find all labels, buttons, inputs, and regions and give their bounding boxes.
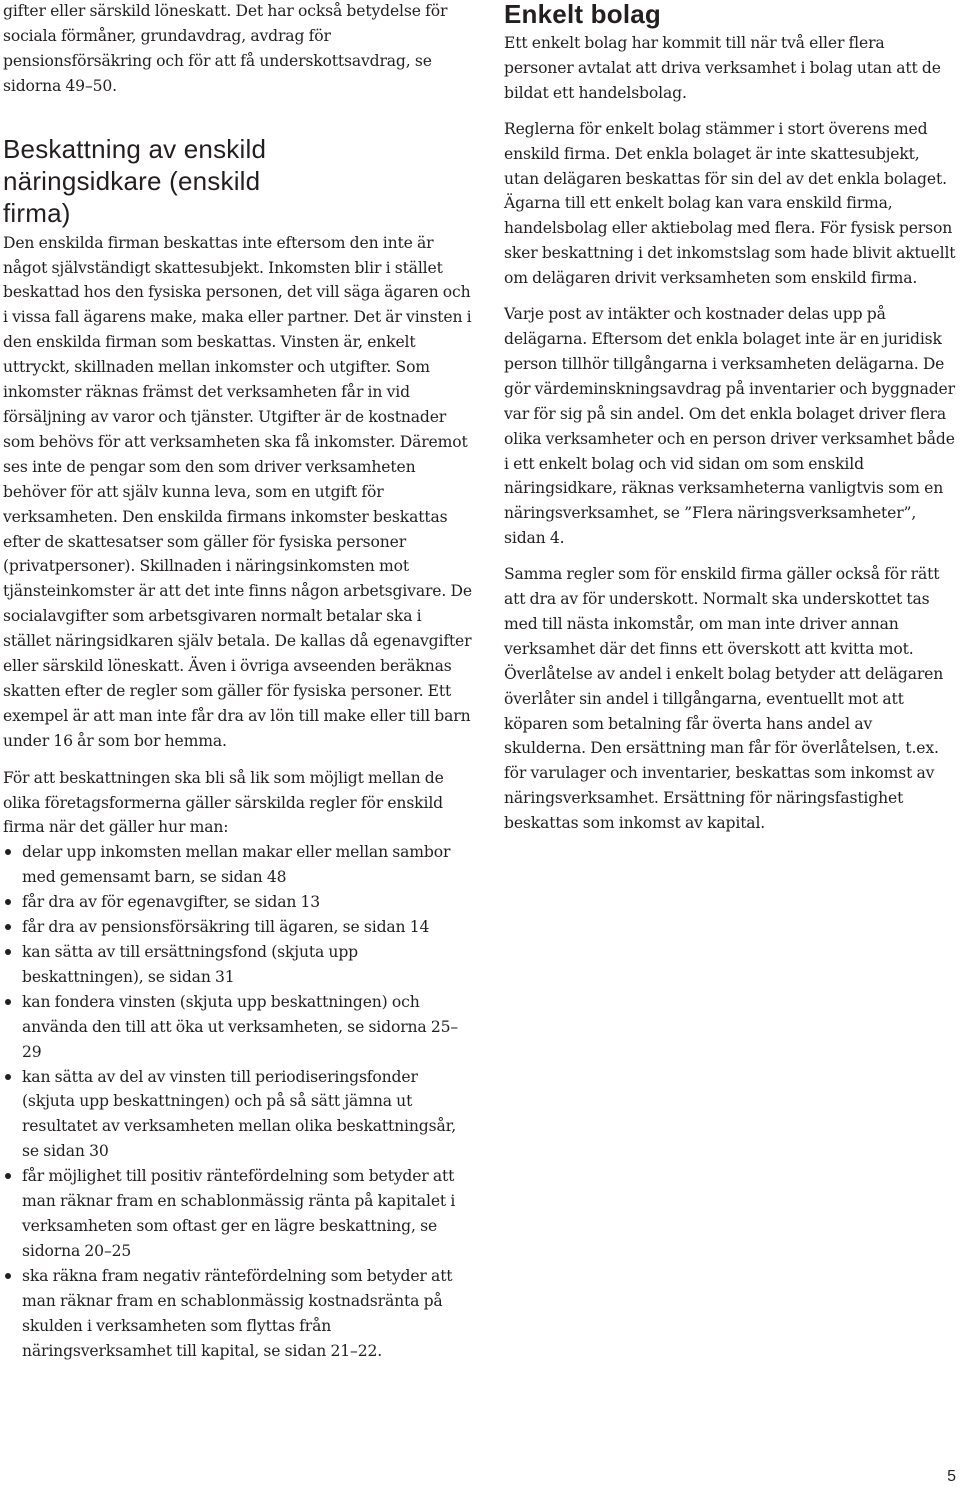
list-item: kan sätta av till ersättningsfond (skjuta upp beskattningen), se sidan 31: [3, 940, 473, 990]
right-paragraph-1: Ett enkelt bolag har kommit till när två eller flera personer avtalat att driva verksamhet i bolag utan att de bildat ett handelsbolag.: [504, 34, 941, 102]
rules-list: [3, 840, 473, 1363]
section-heading-enkelt-bolag: Enkelt bolag: [504, 0, 661, 29]
list-item: får dra av pensionsförsäkring till ägaren, se sidan 14: [3, 915, 473, 940]
section-heading-enskild: Beskattning av enskild näringsidkare (enskild firma): [3, 133, 267, 228]
list-item: kan sätta av del av vinsten till periodiseringsfonder (skjuta upp beskattningen) och på så sätt jämna ut resultatet av verksamheten mellan olika beskattningsår, se sidan 30: [3, 1065, 473, 1165]
right-paragraph-2: Reglerna för enkelt bolag stämmer i stort överens med enskild firma. Det enkla bolaget är inte skattesubjekt, utan delägaren beskattas för sin del av det enkla bolaget. Ägarna till ett enkelt bolag kan vara enskild firma, handelsbolag eller aktiebolag med flera. För fysisk person sker beskattning i det inkomstslag som hade blivit aktuellt om delägaren drivit verksamheten som enskild firma.: [504, 119, 956, 288]
page-number: 5: [947, 1468, 956, 1485]
right-paragraph-3: Varje post av intäkter och kostnader delas upp på delägarna. Eftersom det enkla bolaget inte är en juridisk person tillhör tillgångarna i verksamheten delägarna. De gör värdeminskningsavdrag på inventarier och byggnader var för sig på sin andel. Om det enkla bolaget driver flera olika verksamheter och en person driver verksamhet både i ett enkelt bolag och vid sidan om som enskild näringsidkare, räknas verksamheterna vanligtvis som en näringsverksamhet, se ”Flera näringsverksamheter”, sidan 4.: [504, 305, 955, 548]
list-item: får dra av för egenavgifter, se sidan 13: [3, 890, 473, 915]
list-item: kan fondera vinsten (skjuta upp beskattningen) och använda den till att öka ut verksamheten, se sidorna 25–29: [3, 990, 473, 1065]
column-divider: [481, 0, 482, 1378]
list-item: får möjlighet till positiv räntefördelning som betyder att man räknar fram en schablonmässig ränta på kapitalet i verksamheten som oftast ger en lägre beskattning, se sidorna 20–25: [3, 1164, 473, 1264]
body-paragraph-2: För att beskattningen ska bli så lik som möjligt mellan de olika företagsformerna gäller särskilda regler för enskild firma när det gäller hur man:: [3, 768, 444, 837]
left-column: [3, 0, 473, 1363]
right-column: [504, 0, 956, 836]
list-item: delar upp inkomsten mellan makar eller mellan sambor med gemensamt barn, se sidan 48: [3, 840, 473, 890]
intro-paragraph: gifter eller särskild löneskatt. Det har också betydelse för sociala förmåner, grundavdrag, avdrag för pensionsförsäkring och för att få underskottsavdrag, se sidorna 49–50.: [3, 2, 448, 95]
right-paragraph-4: Samma regler som för enskild firma gäller också för rätt att dra av för underskott. Normalt ska underskottet tas med till nästa inkomstår, om man inte driver annan verksamhet där det finns ett överskott att kvitta mot. Överlåtelse av andel i enkelt bolag betyder att delägaren överlåter sin andel i tillgångarna, eventuellt mot att köparen som betalning får överta hans andel av skulderna. Den ersättning man får för överlåtelsen, t.ex. för varulager och inventarier, beskattas som inkomst av näringsverksamhet. Ersättning för näringsfastighet beskattas som inkomst av kapital.: [504, 565, 944, 833]
body-paragraph-1: Den enskilda firman beskattas inte eftersom den inte är något självständigt skattesubjekt. Inkomsten blir i stället beskattad hos den fysiska personen, det vill säga ägaren och i vissa fall ägarens make, maka eller partner. Det är vinsten i den enskilda firman som beskattas. Vinsten är, enkelt uttryckt, skillnaden mellan inkomster och utgifter. Som inkomster räknas främst det verksamheten får in vid försäljning av varor och tjänster. Utgifter är de kostnader som behövs för att verksamheten ska få inkomster. Däremot ses inte de pengar som den som driver verksamheten behöver för att själv kunna leva, som en utgift för verksamheten. Den enskilda firmans inkomster beskattas efter de skattesatser som gäller för fysiska personer (privatpersoner). Skillnaden i näringsinkomsten mot tjänsteinkomster är att det inte finns någon arbetsgivare. De socialavgifter som arbetsgivaren normalt betalar ska i stället näringsidkaren själv betala. De kallas då egenavgifter eller särskild löneskatt. Även i övriga avseenden beräknas skatten efter de regler som gäller för fysiska personer. Ett exempel är att man inte får dra av lön till make eller till barn under 16 år som bor hemma.: [3, 233, 472, 750]
list-item: ska räkna fram negativ räntefördelning som betyder att man räknar fram en schablonmässig kostnadsränta på skulden i verksamheten som flyttas från näringsverksamhet till kapital, se sidan 21–22.: [3, 1264, 473, 1364]
